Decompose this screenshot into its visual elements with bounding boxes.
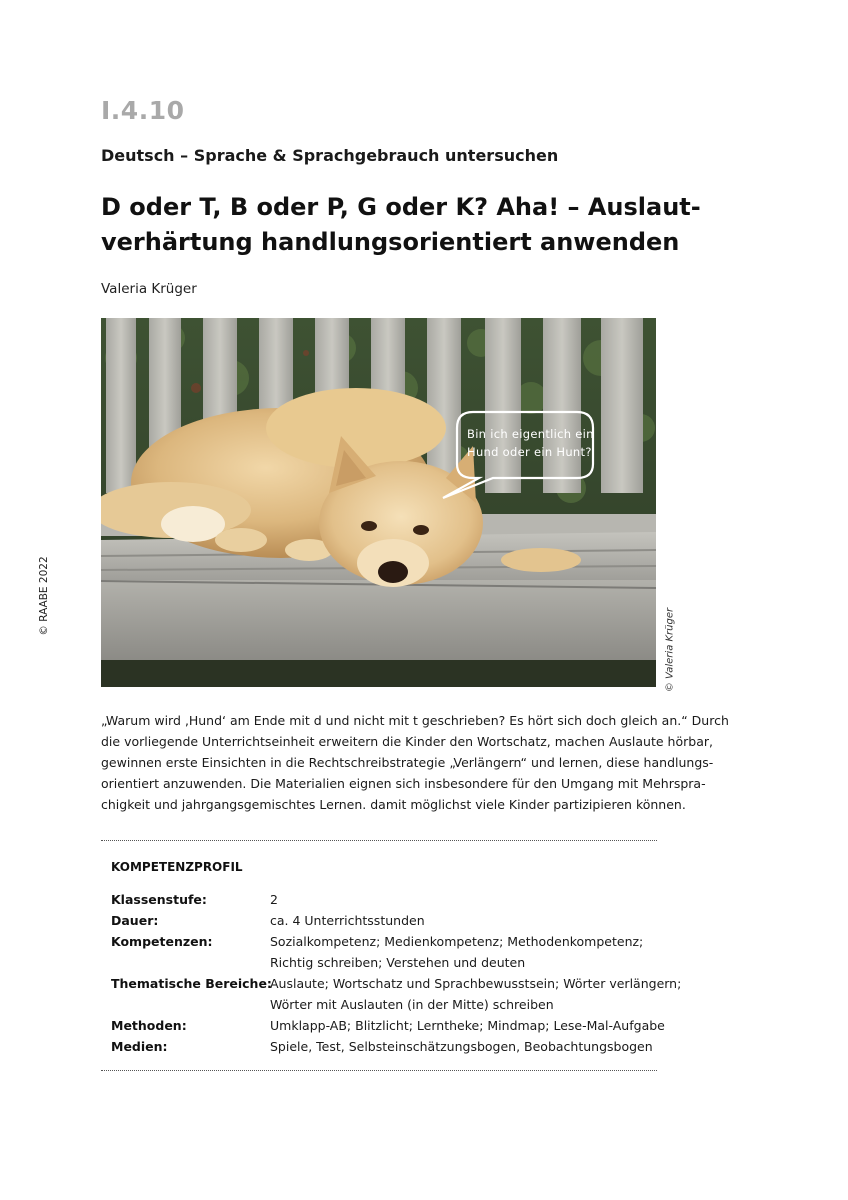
dotted-divider-bottom bbox=[101, 1070, 657, 1071]
dog-photo bbox=[101, 318, 656, 687]
intro-line: gewinnen erste Einsichten in die Rechtschreibstrategie „Verlängern“ und lernen, diese handlungs- bbox=[101, 755, 714, 770]
profile-label: Methoden: bbox=[111, 1018, 187, 1033]
profile-value-line: Auslaute; Wortschatz und Sprachbewusstsein; Wörter verlängern; bbox=[270, 976, 682, 991]
intro-line: „Warum wird ‚Hund‘ am Ende mit d und nicht mit t geschrieben? Es hört sich doch gleich an.“ Durch bbox=[101, 713, 729, 728]
subject-heading: Deutsch – Sprache & Sprachgebrauch untersuchen bbox=[101, 146, 559, 165]
profile-value-line: Richtig schreiben; Verstehen und deuten bbox=[270, 955, 526, 970]
profile-value bbox=[270, 1015, 665, 1036]
profile-value-line: Sozialkompetenz; Medienkompetenz; Methodenkompetenz; bbox=[270, 934, 644, 949]
profile-value bbox=[270, 910, 425, 931]
profile-label: Dauer: bbox=[111, 913, 159, 928]
bubble-line: Hund oder ein Hunt? bbox=[467, 445, 592, 459]
title-line: D oder T, B oder P, G oder K? Aha! – Auslaut- bbox=[101, 193, 701, 221]
profile-value-line: 2 bbox=[270, 892, 278, 907]
dotted-divider-top bbox=[101, 840, 657, 841]
profile-value bbox=[270, 931, 643, 973]
profile-value-line: ca. 4 Unterrichtsstunden bbox=[270, 913, 425, 928]
profile-label: Kompetenzen: bbox=[111, 934, 213, 949]
profile-value bbox=[270, 1036, 653, 1057]
profile-value bbox=[270, 889, 278, 910]
author-name: Valeria Krüger bbox=[101, 281, 197, 297]
intro-line: orientiert anzuwenden. Die Materialien eignen sich insbesondere für den Umgang mit Mehrspra- bbox=[101, 776, 706, 791]
title-line: verhärtung handlungsorientiert anwenden bbox=[101, 228, 680, 256]
publisher-copyright: © RAABE 2022 bbox=[38, 556, 50, 636]
profile-value-line: Wörter mit Auslauten (in der Mitte) schreiben bbox=[270, 997, 554, 1012]
kompetenzprofil-heading: KOMPETENZPROFIL bbox=[111, 860, 243, 874]
profile-label: Thematische Bereiche: bbox=[111, 976, 272, 991]
speech-bubble-text bbox=[467, 425, 597, 461]
profile-label: Klassenstufe: bbox=[111, 892, 207, 907]
page-title bbox=[101, 190, 701, 260]
material-code: I.4.10 bbox=[101, 96, 185, 125]
intro-line: chigkeit und jahrgangsgemischtes Lernen. damit möglichst viele Kinder partizipieren können. bbox=[101, 797, 686, 812]
profile-value-line: Umklapp-AB; Blitzlicht; Lerntheke; Mindmap; Lese-Mal-Aufgabe bbox=[270, 1018, 665, 1033]
photo-credit: © Valeria Krüger bbox=[664, 607, 676, 693]
profile-value bbox=[270, 973, 681, 1015]
profile-value-line: Spiele, Test, Selbsteinschätzungsbogen, Beobachtungsbogen bbox=[270, 1039, 653, 1054]
bubble-line: Bin ich eigentlich ein bbox=[467, 427, 594, 441]
intro-paragraph bbox=[101, 710, 729, 815]
intro-line: die vorliegende Unterrichtseinheit erweitern die Kinder den Wortschatz, machen Auslaute hörbar, bbox=[101, 734, 713, 749]
profile-label: Medien: bbox=[111, 1039, 168, 1054]
